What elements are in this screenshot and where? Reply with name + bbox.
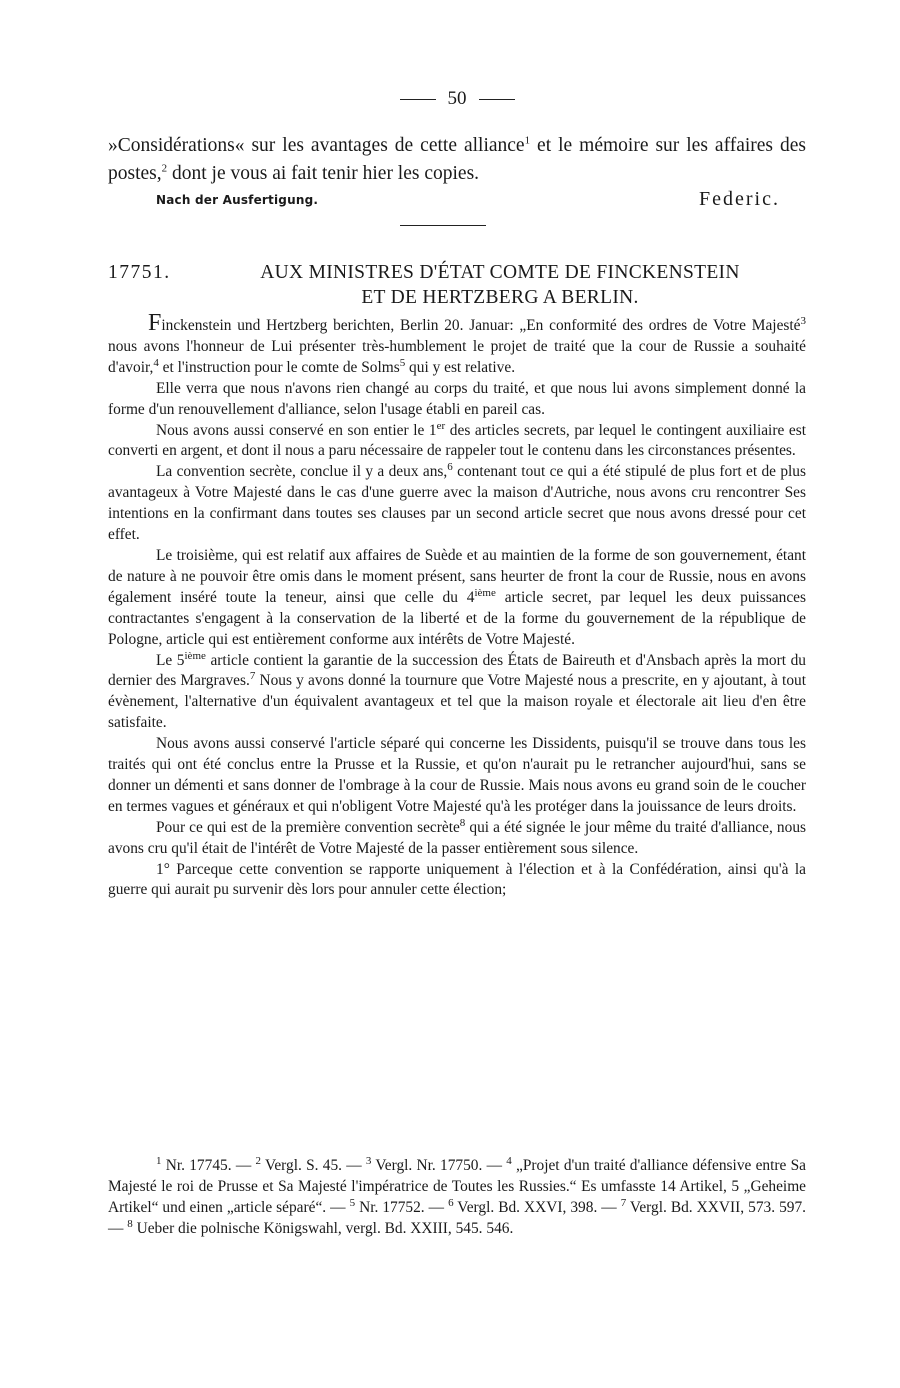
source-note: Nach der Ausfertigung. (156, 193, 319, 207)
paragraph (108, 310, 806, 379)
footnote-text: Vergl. S. 45. — (260, 1157, 366, 1174)
footnote-ref: 3 (800, 314, 806, 327)
paragraph-text: qui a été signée le jour même du traité d'alliance, nous avons cru qu'il était de l'intérêt de Votre Majesté de la passer entièrement sous silence. (108, 818, 807, 857)
lead-text: »Considérations« sur les avantages de cette alliance (108, 135, 525, 156)
paragraph: Nous avons aussi conservé l'article séparé qui concerne les Dissidents, puisqu'il se trouve dans tous les traités qui ont été conclus entre la Prusse et la Russie, et qu'on n'aurait pu le retrancher aujourd'hui, sans se donner un démenti et sans donner de l'ombrage à la cour de Russie. Mais nous avons eu grand soin de le coucher en termes vagues et généraux et qui n'obligent Votre Majesté qu'à les protéger dans la jouissance de leurs droits. (108, 735, 806, 815)
paragraph-text: nous avons l'honneur de Lui présenter très-humblement le projet de traité que la cour de Russie a souhaité d'avoir, (108, 337, 806, 376)
paragraph (108, 462, 806, 546)
footnote-ref: 6 (447, 461, 453, 474)
paragraph-text: qui y est relative. (405, 358, 516, 376)
paragraph-text: Pour ce qui est de la première convention secrète (156, 818, 460, 836)
letter-title-line1: AUX MINISTRES D'ÉTAT COMTE DE FINCKENSTEIN (260, 262, 740, 283)
initial-letter: F (148, 310, 162, 336)
footnote-number: 2 (255, 1154, 261, 1167)
paragraph-text: article contient la garantie de la succession des États de Baireuth et d'Ansbach après la mort du dernier des Margraves. (108, 651, 806, 690)
footnote-text: Vergl. Bd. XXVI, 398. — (453, 1198, 621, 1216)
footnotes (108, 1156, 806, 1240)
page-number: 50 (447, 88, 467, 109)
footnote-ref: 2 (161, 162, 168, 175)
footnote-text: Vergl. Nr. 17750. — (371, 1157, 507, 1174)
header-dash-left (400, 99, 436, 100)
paragraph-text: et l'instruction pour le comte de Solms (158, 358, 400, 376)
page-header (108, 88, 806, 110)
footnote-number: 6 (448, 1196, 454, 1209)
paragraph (108, 546, 806, 651)
letter-heading (108, 260, 806, 310)
letter-number: 17751. (108, 262, 171, 283)
paragraph-text: Le 5 (156, 651, 185, 669)
footnote-ref: 8 (459, 816, 466, 829)
footnote-ref: 1 (524, 134, 531, 147)
footnote-text: Nr. 17752. — (355, 1198, 449, 1216)
footnote-text: Vergl. Bd. XXVII, 573. 597. — (108, 1198, 807, 1237)
footnote-number: 3 (365, 1154, 372, 1167)
paragraph-text: Nous avons aussi conservé en son entier le 1 (156, 421, 437, 439)
lead-paragraph (108, 132, 806, 188)
paragraph-text: contenant tout ce qui a été stipulé de plus fort et de plus avantageux à Votre Majesté dans le cas d'une guerre avec la maison d'Autriche, nous avons cru rencontrer Ses intentions en la confirmant dans toutes ses clauses par un second article secret que nous avons dressé pour cet effet. (108, 463, 806, 544)
paragraph-text: inckenstein und Hertzberg berichten, Berlin 20. Januar: „En conformité des ordres de Votre Majesté (161, 317, 801, 334)
footnote-number: 7 (620, 1196, 627, 1209)
superscript: er (436, 419, 446, 432)
footnote-text: Nr. 17745. — (161, 1157, 256, 1174)
footnote-text: „Projet d'un traité d'alliance défensive entre Sa Majesté le roi de Prusse et Sa Majesté l'impératrice de Toutes les Russies.“ Es umfasste 14 Artikel, 5 „Geheime Artikel“ und einen „article séparé“. — (108, 1157, 806, 1216)
signature: Federic. (699, 188, 780, 210)
footnote-ref: 7 (249, 670, 256, 683)
letter-title-line2: ET DE HERTZBERG A BERLIN. (361, 287, 639, 308)
paragraph-text: Le troisième, qui est relatif aux affaires de Suède et au maintien de la forme de son gouvernement, étant de nature à ne pouvoir être omis dans le moment présent, sans heurter de front la cour de Russie, nous en avons également inséré toute la teneur, ainsi que celle du 4 (108, 546, 806, 606)
superscript: ième (474, 586, 496, 599)
paragraph-text: La convention secrète, conclue il y a deux ans, (156, 463, 448, 481)
section-divider (400, 225, 486, 226)
footnote-ref: 5 (399, 356, 406, 369)
paragraph (108, 818, 806, 860)
superscript: ième (184, 649, 206, 662)
lead-text: dont je vous ai fait tenir hier les copies. (167, 163, 480, 184)
footnote-number: 8 (127, 1217, 133, 1230)
paragraph: Elle verra que nous n'avons rien changé au corps du traité, et que nous lui avons simplement donné la forme d'un renouvellement d'alliance, selon l'usage établi en pareil cas. (108, 379, 806, 418)
footnote-text: Ueber die polnische Königswahl, vergl. Bd. XXIII, 545. 546. (132, 1219, 514, 1237)
paragraph (108, 421, 806, 463)
footnote-ref: 4 (153, 356, 159, 369)
lead-text: et le mémoire sur les affaires des postes, (108, 135, 806, 184)
paragraph-text: des articles secrets, par lequel le contingent auxiliaire est converti en argent, et dont il nous a paru nécessaire de rappeler tout le contenu dans les circonstances présentes. (108, 421, 807, 460)
header-dash-right (479, 99, 515, 100)
footnote-number: 5 (349, 1196, 356, 1209)
footnote-block (108, 1156, 806, 1240)
paragraph-text: article secret, par lequel les deux puissances contractantes s'engagent à la conservation de la liberté et de la forme du gouvernement de la république de Pologne, article qui est entièrement conforme aux intérêts de Votre Majesté. (108, 588, 806, 648)
paragraph: 1° Parceque cette convention se rapporte uniquement à l'élection et à la Confédération, ainsi qu'à la guerre qui aurait pu survenir dès lors pour annuler cette élection; (108, 860, 806, 899)
footnote-number: 4 (506, 1154, 512, 1167)
footnote-number: 1 (156, 1154, 162, 1167)
paragraph (108, 651, 806, 735)
letter-body (108, 310, 807, 901)
paragraph-text: Nous y avons donné la tournure que Votre Majesté nous a prescrite, en y ajoutant, à tout évènement, l'alternative d'un équivalent avantageux et tel que la maison royale et électorale ait lieu d'en être satisfaite. (108, 672, 806, 732)
